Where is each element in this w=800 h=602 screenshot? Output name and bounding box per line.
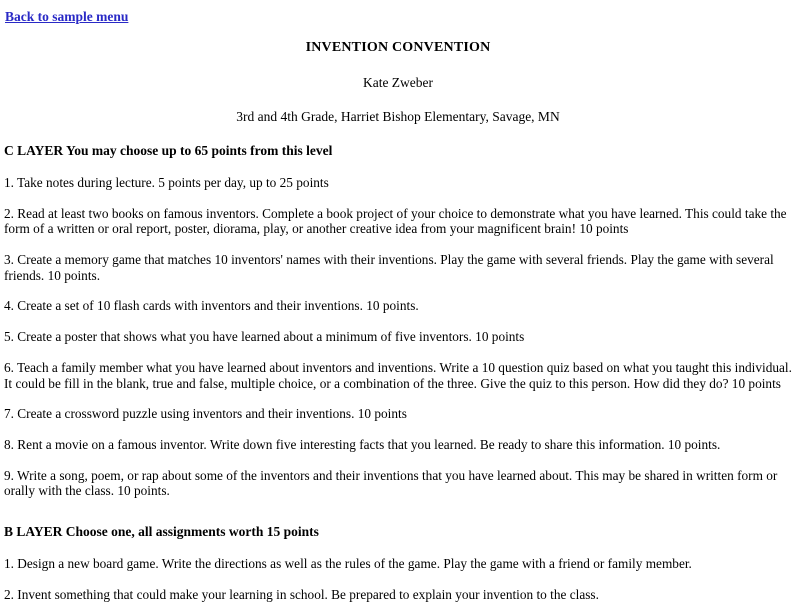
task-item: 9. Write a song, poem, or rap about some of the inventors and their inventions that you have learned about. This may be shared in written form or orally with the class. 10 points. — [4, 467, 778, 499]
task-item: 6. Teach a family member what you have learned about inventors and inventions. Write a 10 question quiz based on what you taught this individual. It could be fill in the blank, true and false, multiple choice, or a combination of the three. Give the quiz to this person. How did they do? 10 points — [4, 359, 792, 391]
task-item: 8. Rent a movie on a famous inventor. Write down five interesting facts that you learned. Be ready to share this information. 10 points. — [4, 436, 721, 452]
task-item: 4. Create a set of 10 flash cards with inventors and their inventions. 10 points. — [4, 298, 419, 314]
document-header — [4, 40, 792, 125]
task-item: 2. Invent something that could make your learning in school. Be prepared to explain your invention to the class. — [4, 586, 599, 602]
task-item: 1. Take notes during lecture. 5 points per day, up to 25 points — [4, 175, 329, 191]
section-b-layer — [4, 524, 792, 602]
task-item: 2. Read at least two books on famous inventors. Complete a book project of your choice to demonstrate what you have learned. This could take the form of a written or oral report, poster, diorama, play, or another creative idea from your magnificent brain! 10 points — [4, 205, 787, 237]
task-item: 7. Create a crossword puzzle using inventors and their inventions. 10 points — [4, 406, 407, 422]
task-item: 3. Create a memory game that matches 10 inventors' names with their inventions. Play the game with several friends. Play the game with several friends. 10 points. — [4, 252, 774, 283]
task-item: 1. Design a new board game. Write the directions as well as the rules of the game. Play the game with a friend or family member. — [4, 555, 692, 571]
grade-and-school: 3rd and 4th Grade, Harriet Bishop Elementary, Savage, MN — [236, 108, 560, 124]
section-c-layer — [4, 143, 792, 499]
back-to-sample-menu-link[interactable]: Back to sample menu — [5, 9, 129, 24]
task-item: 5. Create a poster that shows what you have learned about a minimum of five inventors. 10 points — [4, 329, 525, 345]
page-title: INVENTION CONVENTION — [305, 40, 491, 55]
b-layer-heading: B LAYER Choose one, all assignments worth 15 points — [4, 523, 319, 539]
author-name: Kate Zweber — [362, 74, 434, 90]
c-layer-heading: C LAYER You may choose up to 65 points from this level — [4, 143, 333, 159]
